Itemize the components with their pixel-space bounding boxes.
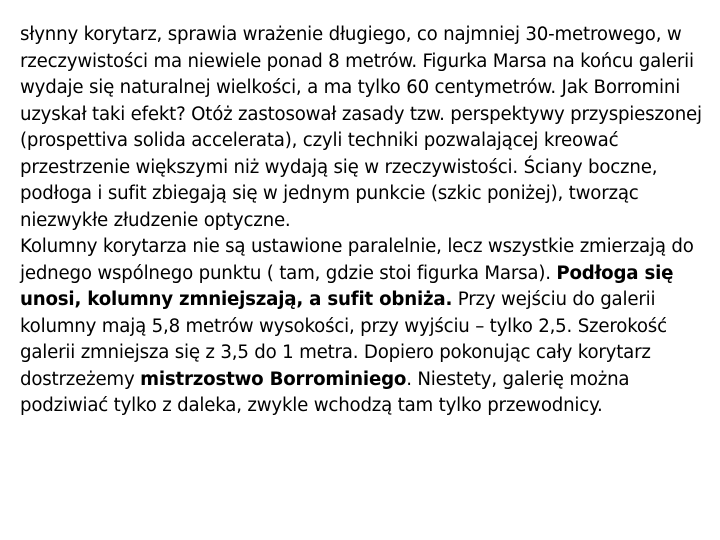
text-segment: . Niestety, galerię można podziwiać tylko z daleka, zwykle wchodzą tam tylko przewodnicy. [20,368,630,416]
slide-text-body [20,22,710,420]
paragraph-perspective [20,22,710,234]
text-segment: Przy wejściu do galerii kolumny mają 5,8 metrów wysokości, przy wyjściu – tylko 2,5. Szerokość galerii zmniejsza się z 3,5 do 1 metra. Dopiero pokonując cały korytarz dostrzeżemy [20,289,667,390]
text-segment: słynny korytarz, sprawia wrażenie długiego, co najmniej 30-metrowego, w rzeczywistości ma niewiele ponad 8 metrów. Figurka Marsa na końcu galerii wydaje się naturalnej wielkości, a ma tylko 60 centymetrów. Jak Borromini uzyskał taki efekt? Otóż zastosował zasady tzw. perspektywy przyspieszonej (prospettiva solida accelerata), czyli techniki pozwalającej kreować przestrzenie większymi niż wydają się w rzeczywistości. Ściany boczne, podłoga i sufit zbiegają się w jednym punkcie (szkic poniżej), tworząc niezwykłe złudzenie optyczne. [20,24,702,231]
text-segment: Kolumny korytarza nie są ustawione paralelnie, lecz wszystkie zmierzają do jednego wspólnego punktu ( tam, gdzie stoi figurka Marsa). [20,236,694,284]
bold-text-segment: Podłoga się unosi, kolumny zmniejszają, a sufit obniża. [20,262,674,310]
bold-text-segment: mistrzostwo Borrominiego [140,368,407,390]
paragraph-columns [20,234,710,420]
